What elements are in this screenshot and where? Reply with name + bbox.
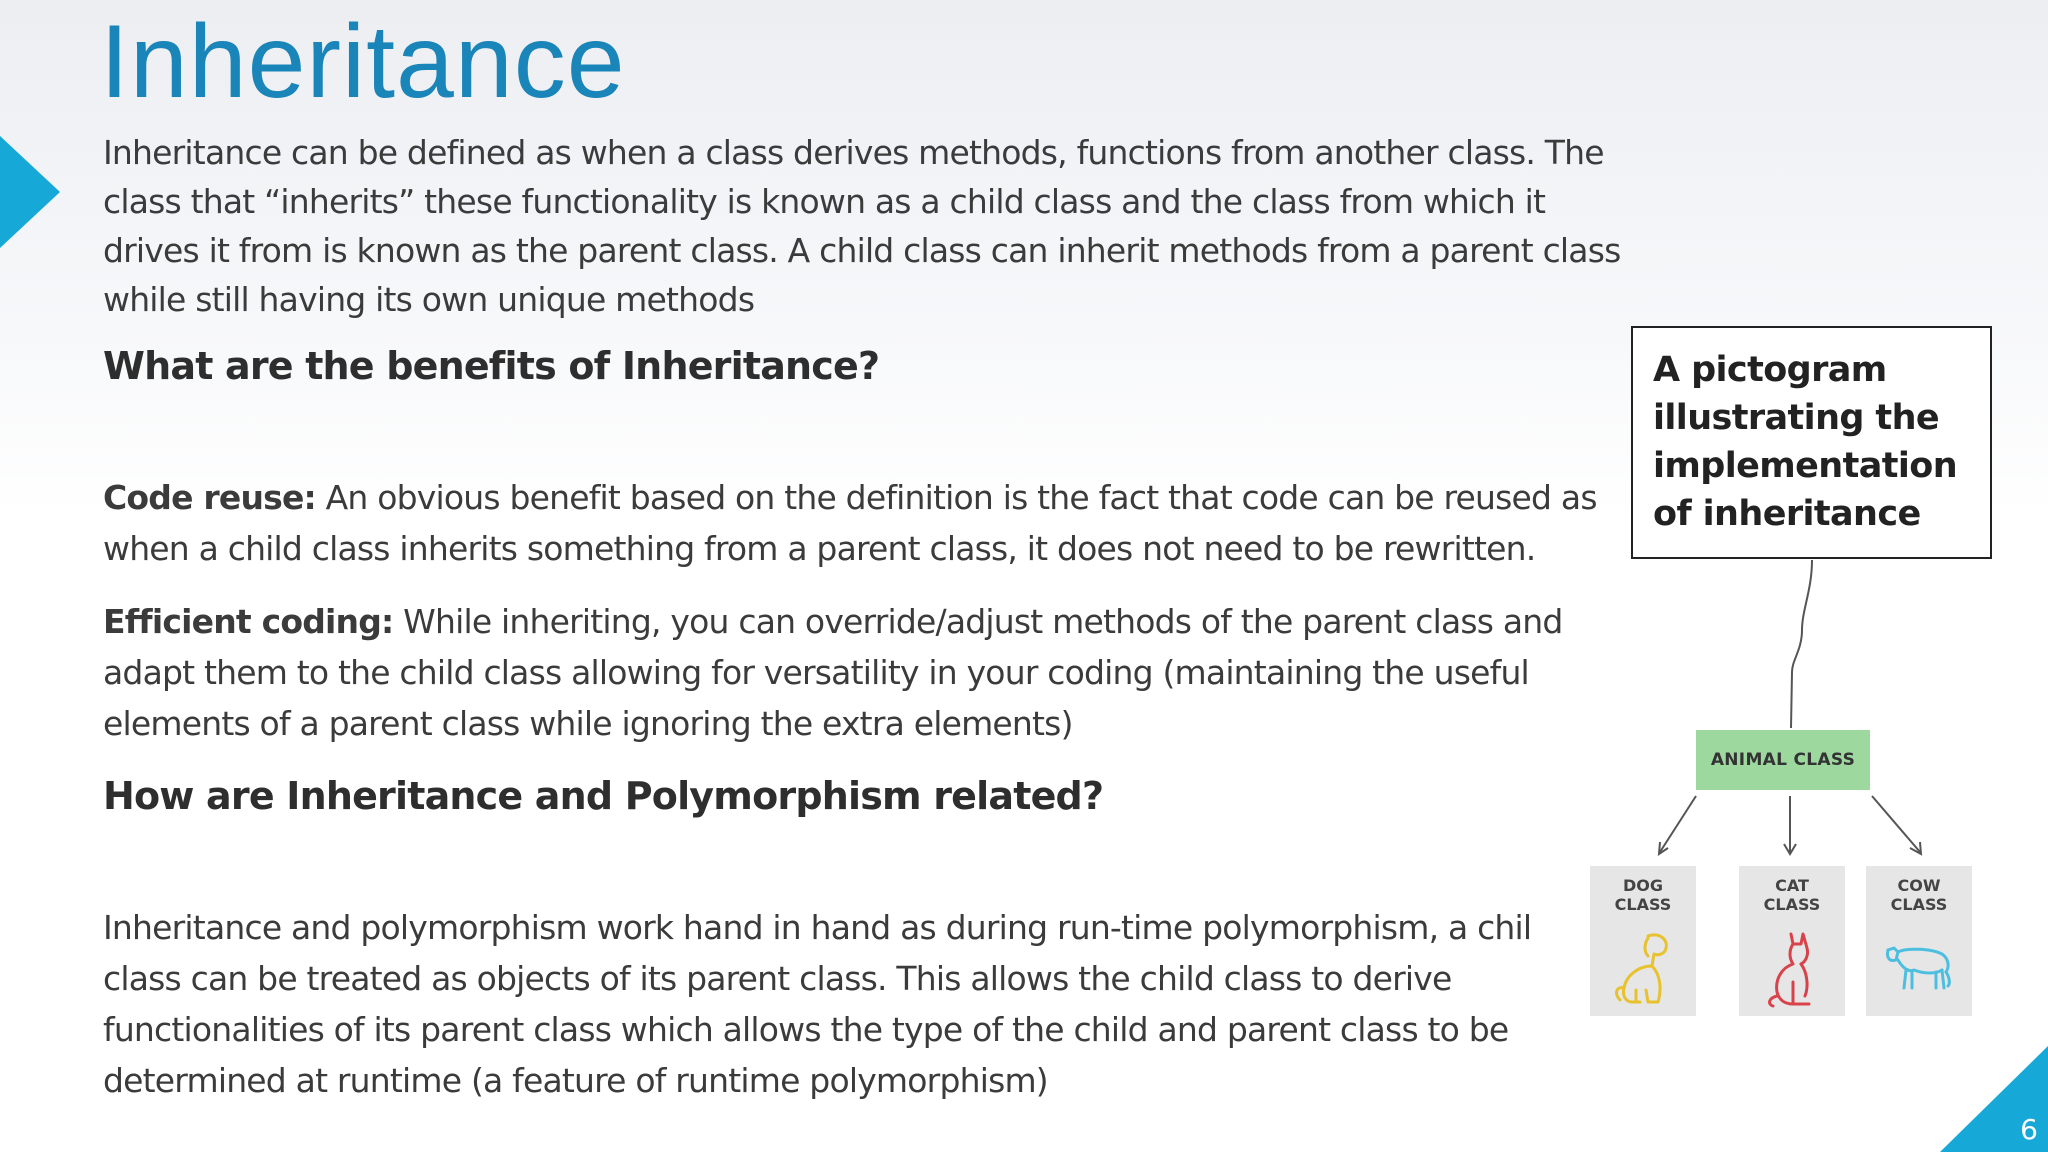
code-reuse-paragraph [103,472,1623,574]
efficient-coding-paragraph [103,596,1623,749]
arrow-to-cow [1872,796,1920,852]
efficient-coding-label: Efficient coding: [103,602,394,641]
cow-class-label: COW CLASS [1890,876,1948,914]
arrow-to-dog [1660,796,1696,852]
page-title: Inheritance [100,4,626,120]
cat-class-label: CAT CLASS [1763,876,1821,914]
code-reuse-text: An obvious benefit based on the definition is the fact that code can be reused as when a child class inherits something from a parent class, it does not need to be rewritten. [103,478,1597,568]
animal-class-box: ANIMAL CLASS [1696,730,1870,790]
intro-paragraph: Inheritance can be defined as when a class derives methods, functions from another class. The class that “inherits” these functionality is known as a child class and the class from which it drives it from is known as the parent class. A child class can inherit methods from a parent class while still having its own unique methods [103,133,1621,319]
code-reuse-label: Code reuse: [103,478,316,517]
pictogram-callout: A pictogram illustrating the implementation of inheritance [1631,326,1992,559]
polymorphism-paragraph: Inheritance and polymorphism work hand in hand as during run-time polymorphism, a chil class can be treated as objects of its parent class. This allows the child class to derive functionalities of its parent class which allows the type of the child and parent class to be determined at runtime (a feature of runtime polymorphism) [103,908,1532,1100]
polymorphism-heading: How are Inheritance and Polymorphism related? [103,774,1104,818]
dog-class-box [1590,866,1696,1016]
efficient-coding-text: While inheriting, you can override/adjust methods of the parent class and adapt them to the child class allowing for versatility in your coding (maintaining the useful elements of a parent class while ignoring the extra elements) [103,602,1563,743]
cow-class-box [1866,866,1972,1016]
accent-arrow [0,136,60,248]
dog-class-label: DOG CLASS [1614,876,1672,914]
dog-icon [1608,926,1678,1008]
cow-icon [1884,926,1954,1008]
cat-icon [1757,926,1827,1008]
inheritance-diagram [1580,560,2020,1020]
cat-class-box [1739,866,1845,1016]
callout-pointer-line [1791,560,1812,728]
slide-number: 6 [2020,1113,2038,1146]
benefits-heading: What are the benefits of Inheritance? [103,344,880,388]
